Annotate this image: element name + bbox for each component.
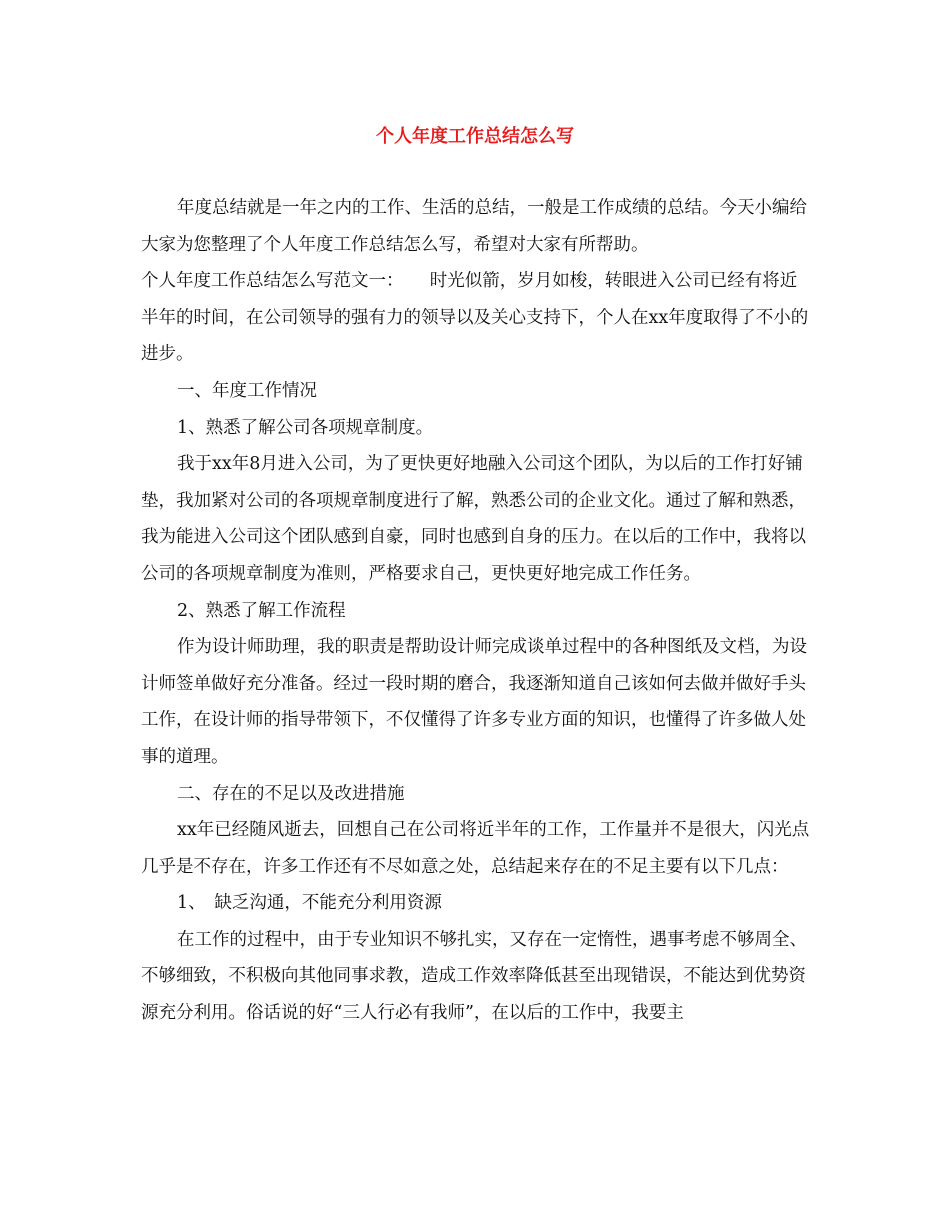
heading-annual-work: 一、年度工作情况 — [177, 380, 317, 401]
heading-shortcomings: 二、存在的不足以及改进措施 — [177, 783, 405, 804]
paragraph-intro: 年度总结就是一年之内的工作、生活的总结，一般是工作成绩的总结。今天小编给大家为您整理了个人年度工作总结怎么写，希望对大家有所帮助。 — [141, 198, 807, 255]
subheading-workflow: 2、熟悉了解工作流程 — [177, 600, 346, 621]
paragraph-shortcomings: xx年已经随风逝去，回想自己在公司将近半年的工作，工作量并不是很大，闪光点几乎是不存在，许多工作还有不尽如意之处，总结起来存在的不足主要有以下几点： — [141, 820, 810, 877]
paragraph-workflow: 作为设计师助理，我的职责是帮助设计师完成谈单过程中的各种图纸及文档，为设计师签单做好充分准备。经过一段时期的磨合，我逐渐知道自己该如何去做并做好手头工作，在设计师的指导带领下，不仅懂得了许多专业方面的知识，也懂得了许多做人处事的道理。 — [141, 637, 807, 767]
subheading-communication: 1、 缺乏沟通，不能充分利用资源 — [177, 893, 442, 914]
paragraph-communication: 在工作的过程中，由于专业知识不够扎实，又存在一定惰性，遇事考虑不够周全、不够细致，不积极向其他同事求教，造成工作效率降低甚至出现错误，不能达到优势资源充分利用。俗话说的好“三人行必有我师”，在以后的工作中，我要主 — [141, 929, 807, 1024]
paragraph-rules: 我于xx年8月进入公司，为了更快更好地融入公司这个团队，为以后的工作打好铺垫，我加紧对公司的各项规章制度进行了解，熟悉公司的企业文化。通过了解和熟悉，我为能进入公司这个团队感到自豪，同时也感到自身的压力。在以后的工作中，我将以公司的各项规章制度为准则，严格要求自己，更快更好地完成工作任务。 — [141, 454, 806, 584]
subheading-rules: 1、熟悉了解公司各项规章制度。 — [177, 417, 434, 438]
document-title: 个人年度工作总结怎么写 — [376, 126, 574, 147]
paragraph-sample-one: 个人年度工作总结怎么写范文一： 时光似箭，岁月如梭，转眼进入公司已经有将近半年的时间，在公司领导的强有力的领导以及关心支持下，个人在xx年度取得了不小的进步。 — [141, 271, 809, 365]
document-body — [141, 190, 813, 1032]
